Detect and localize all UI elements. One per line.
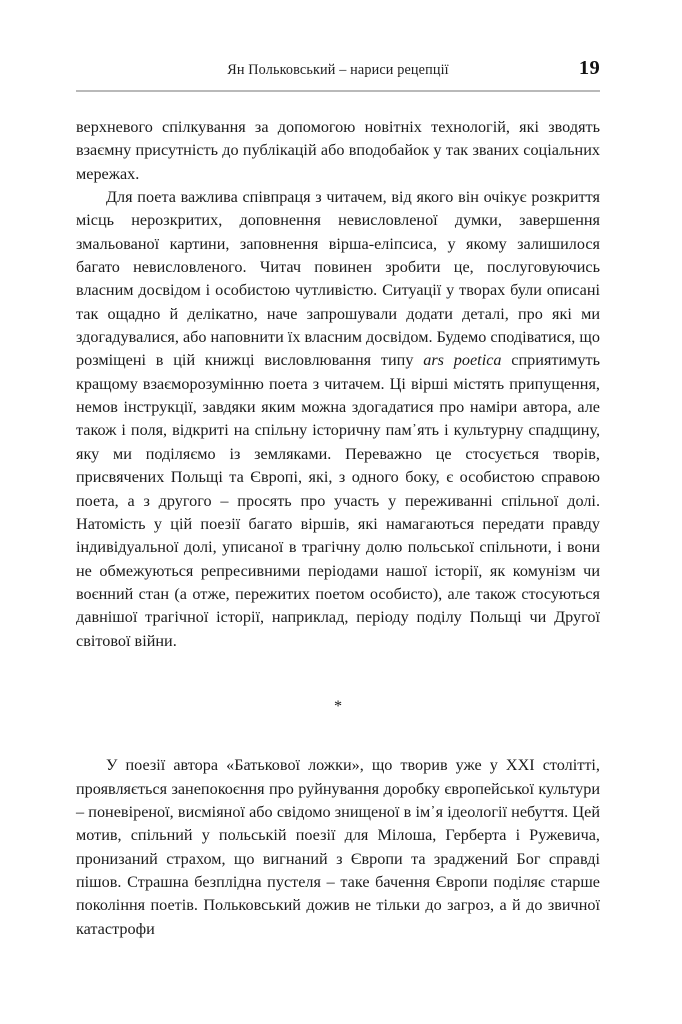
- paragraph-continued: верхневого спілкування за допомогою новітніх технологій, які зводять взаємну присутність до публікацій або вподобайок у так званих соціальних мережах.: [76, 118, 600, 183]
- body-text: [76, 116, 600, 941]
- running-head-title: Ян Польковський – нариси рецепції: [227, 62, 449, 78]
- latin-phrase-ars-poetica: ars poetica: [423, 351, 502, 370]
- paragraph-text-part-1: Для поета важлива співпраця з читачем, від якого він очікує розкриття місць нерозкритих, доповнення невисловленої думки, завершення змальованої картини, заповнення вірша-еліпсиса, у якому залишилося багато невисловленого. Читач повинен зробити це, послуговуючись власним досвідом і особистою чутливістю. Ситуації у творах були описані так ощадно й делікатно, наче запрошували додати деталі, про які ми здогадувалися, або наповнити їх власним досвідом. Будемо сподіватися, що розміщені в цій книжці висловлювання типу: [76, 188, 600, 370]
- paragraph-european-culture: У поезії автора «Батькової ложки», що творив уже у XXI столітті, проявляється занепокоєння про руйнування доробку європейської культури – поневіреної, висміяної або свідомо знищеної в ім᾿я ідеології небуття. Цей мотив, спільний у польській поезії для Мілоша, Герберта і Ружевича, пронизаний страхом, що вигнаний з Європи та зраджений Бог справді пішов. Страшна безплідна пустеля – таке бачення Європи поділяє старше покоління поетів. Польковський дожив не тільки до загроз, а й до звичної катастрофи: [76, 756, 600, 938]
- paragraph-reader-collaboration: [76, 186, 600, 653]
- running-head: [76, 57, 600, 92]
- paragraph-text-part-2: сприятимуть кращому взаєморозумінню поета з читачем. Ці вірші містять припущення, немов інструкції, завдяки яким можна здогадатися про наміри автора, але також і поля, відкриті на спільну історичну пам᾿ять і культурну спадщину, яку ми поділяємо із земляками. Переважно це стосується творів, присвячених Польщі та Європі, які, з одного боку, є особистою справою поета, а з другого – просять про участь у переживанні спільної долі. Натомість у цій поезії багато віршів, які намагаються передати правду індивідуальної долі, уписаної в трагічну долю польської спільноти, і вони не обмежуються репресивними періодами нашої історії, як комунізм чи воєнний стан (а отже, пережитих поетом особисто), але також стосуються давнішої трагічної історії, наприклад, періоду поділу Польщі чи Другої світової війни.: [76, 351, 600, 650]
- page-number: 19: [578, 57, 600, 79]
- header-rule: [76, 90, 600, 92]
- asterisk-separator: *: [333, 696, 343, 715]
